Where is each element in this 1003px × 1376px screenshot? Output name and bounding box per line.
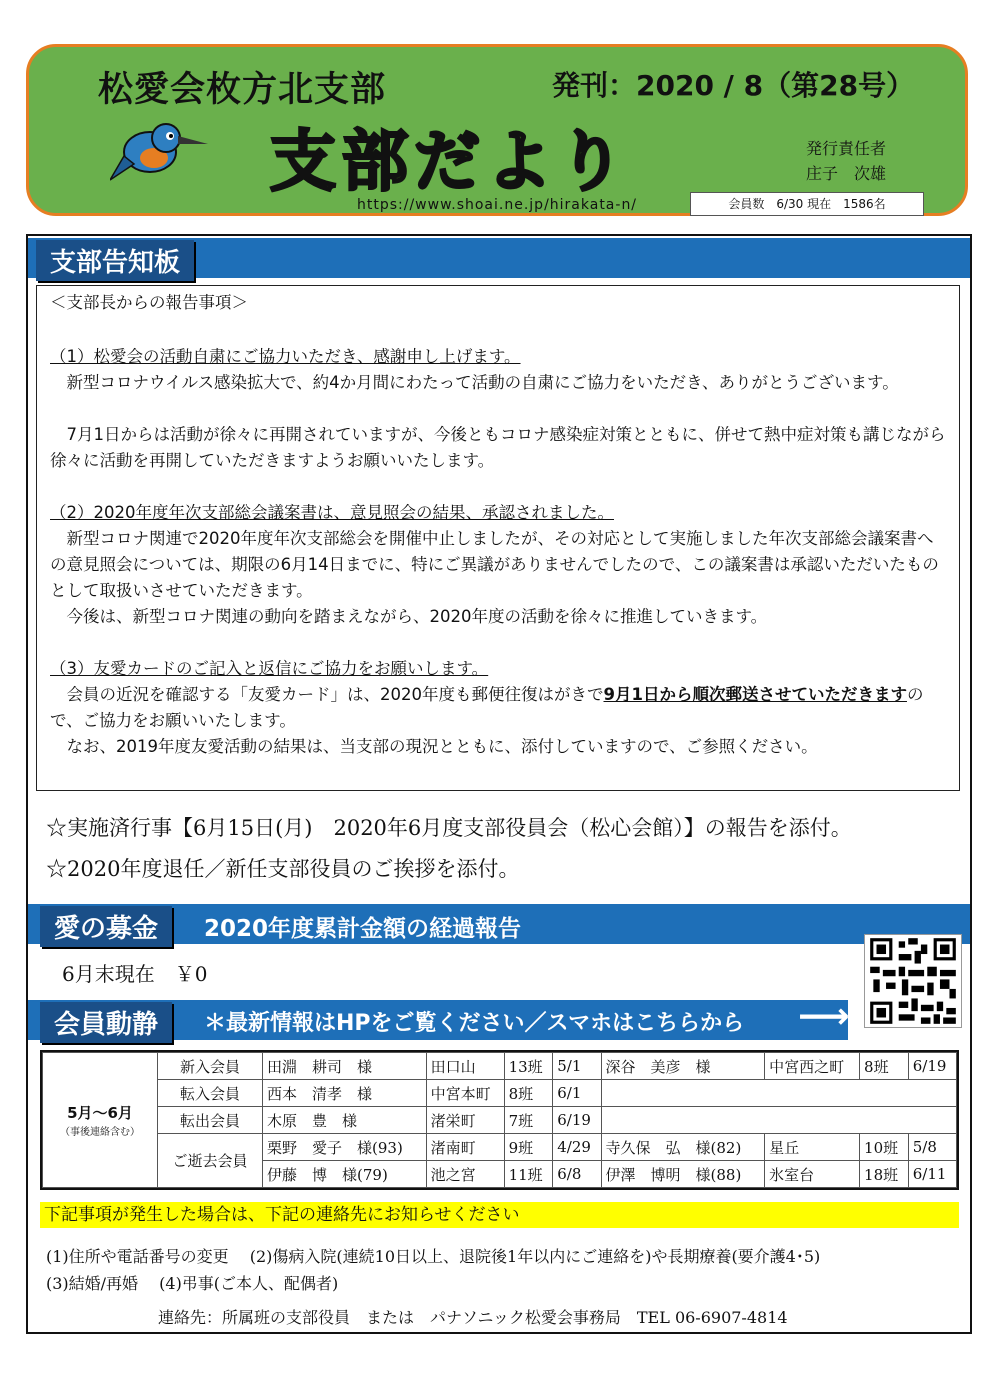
member-name: 寺久保 弘 様(82)	[601, 1134, 765, 1161]
publisher-name: 庄子 次雄	[806, 164, 887, 183]
member-group: 10班	[860, 1134, 909, 1161]
section3-paragraph1	[50, 682, 946, 734]
issue-number: 発刊：2020 / 8（第28号）	[552, 69, 915, 102]
member-town: 氷室台	[765, 1161, 860, 1188]
member-date: 5/1	[553, 1053, 601, 1080]
member-town: 池之宮	[426, 1161, 504, 1188]
member-town: 星丘	[765, 1134, 860, 1161]
section1-title: （1）松愛会の活動自粛にご協力いただき、感謝申し上げます。	[50, 347, 521, 366]
roster-table	[40, 1050, 959, 1190]
member-count: 会員数 6/30 現在 1586名	[690, 192, 924, 216]
website-link[interactable]: https://www.shoai.ne.jp/hirakata-n/	[357, 197, 638, 213]
member-name: 西本 清孝 様	[263, 1080, 427, 1107]
category-transfer-in: 転入会員	[158, 1080, 263, 1107]
fund-band-title: 愛の募金	[40, 906, 172, 947]
s3-text-a: 会員の近況を確認する「友愛カード」は、2020年度も郵便往復はがきで	[50, 685, 604, 704]
period-label: 5月～6月	[67, 1104, 133, 1122]
member-name: 田淵 耕司 様	[263, 1053, 427, 1080]
table-row	[43, 1107, 957, 1134]
s3-text-c: ので、ご協力をお願いいたします。	[50, 685, 924, 730]
member-group: 8班	[860, 1053, 909, 1080]
member-group: 7班	[504, 1107, 553, 1134]
footer-line2: (3)結婚/再婚 (4)弔事(ご本人、配偶者)	[46, 1274, 339, 1293]
member-name: 伊藤 博 様(79)	[263, 1161, 427, 1188]
roster-band-subtitle: ＊最新情報はHPをご覧ください／スマホはこちらから	[204, 1011, 745, 1036]
s3-emphasis: 9月1日から順次郵送させていただきます	[603, 685, 907, 704]
greeting-line: ☆2020年度退任／新任支部役員のご挨拶を添付。	[46, 857, 520, 881]
fund-band-subtitle: 2020年度累計金額の経過報告	[204, 916, 522, 942]
footer-line1: (1)住所や電話番号の変更 (2)傷病入院(連続10日以上、退院後1年以内にご連絡を)や長期療養(要介護4･5)	[46, 1247, 821, 1266]
category-deceased: ご逝去会員	[158, 1134, 263, 1188]
member-town: 田口山	[426, 1053, 504, 1080]
table-row	[43, 1053, 957, 1080]
notice-highlight: 下記事項が発生した場合は、下記の連絡先にお知らせください	[40, 1202, 959, 1228]
roster-band-title: 会員動静	[40, 1002, 172, 1043]
member-date: 4/29	[553, 1134, 601, 1161]
section3-title: （3）友愛カードのご記入と返信にご協力をお願いします。	[50, 659, 489, 678]
member-town: 中宮西之町	[765, 1053, 860, 1080]
section1-paragraph1: 新型コロナウイルス感染拡大で、約4か月間にわたって活動の自粛にご協力をいただき、ありがとうございます。	[50, 373, 899, 392]
category-new: 新入会員	[158, 1053, 263, 1080]
member-town: 中宮本町	[426, 1080, 504, 1107]
member-name: 伊澤 博明 様(88)	[601, 1161, 765, 1188]
period-cell	[43, 1053, 158, 1188]
section3-paragraph2: なお、2019年度友愛活動の結果は、当支部の現況とともに、添付していますので、ご参照ください。	[50, 737, 818, 756]
member-group: 11班	[504, 1161, 553, 1188]
kingfisher-icon	[110, 110, 210, 190]
contact-line: 連絡先：所属班の支部役員 または パナソニック松愛会事務局 TEL 06-6907-4814	[158, 1308, 788, 1327]
member-name: 深谷 美彦 様	[601, 1053, 765, 1080]
member-group: 9班	[504, 1134, 553, 1161]
member-name: 栗野 愛子 様(93)	[263, 1134, 427, 1161]
member-group: 13班	[504, 1053, 553, 1080]
member-name: 木原 豊 様	[263, 1107, 427, 1134]
org-name: 松愛会枚方北支部	[98, 70, 387, 110]
table-row	[43, 1134, 957, 1161]
arrow-right-icon: ⟶	[798, 996, 850, 1037]
empty-cell	[601, 1107, 957, 1134]
member-group: 8班	[504, 1080, 553, 1107]
qr-code-icon[interactable]	[864, 934, 962, 1028]
notice-band-title: 支部告知板	[36, 240, 194, 281]
member-date: 6/8	[553, 1161, 601, 1188]
member-group: 18班	[860, 1161, 909, 1188]
section2-paragraph1: 新型コロナ関連で2020年度年次支部総会を開催中止しましたが、その対応として実施しました年次支部総会議案書への意見照会については、期限の6月14日までに、特にご異議がありませんでしたので、この議案書は承認いただいたものとして取扱いさせていただきます。	[50, 529, 939, 600]
table-row	[43, 1080, 957, 1107]
member-date: 6/19	[908, 1053, 956, 1080]
section1-paragraph2: 7月1日からは活動が徐々に再開されていますが、今後ともコロナ感染症対策とともに、併せて熱中症対策も講じながら徐々に活動を再開していただきますようお願いいたします。	[50, 425, 946, 470]
member-date: 6/11	[908, 1161, 956, 1188]
masthead-title: 支部だより	[270, 123, 630, 200]
member-town: 渚栄町	[426, 1107, 504, 1134]
member-date: 5/8	[908, 1134, 956, 1161]
period-note: （事後連絡含む）	[60, 1127, 140, 1138]
empty-cell	[601, 1080, 957, 1107]
publisher-label: 発行責任者	[806, 139, 887, 158]
fund-amount: 6月末現在 ￥0	[62, 962, 208, 986]
roster-grid	[42, 1052, 957, 1188]
member-date: 6/19	[553, 1107, 601, 1134]
member-town: 渚南町	[426, 1134, 504, 1161]
category-transfer-out: 転出会員	[158, 1107, 263, 1134]
section2-title: （2）2020年度年次支部総会議案書は、意見照会の結果、承認されました。	[50, 503, 614, 522]
report-line: ☆実施済行事【6月15日(月) 2020年6月度支部役員会（松心会館）】の報告を添付。	[46, 816, 852, 840]
member-date: 6/1	[553, 1080, 601, 1107]
notice-heading: ＜支部長からの報告事項＞	[50, 293, 248, 312]
section2-paragraph2: 今後は、新型コロナ関連の動向を踏まえながら、2020年度の活動を徐々に推進していきます。	[50, 607, 768, 626]
